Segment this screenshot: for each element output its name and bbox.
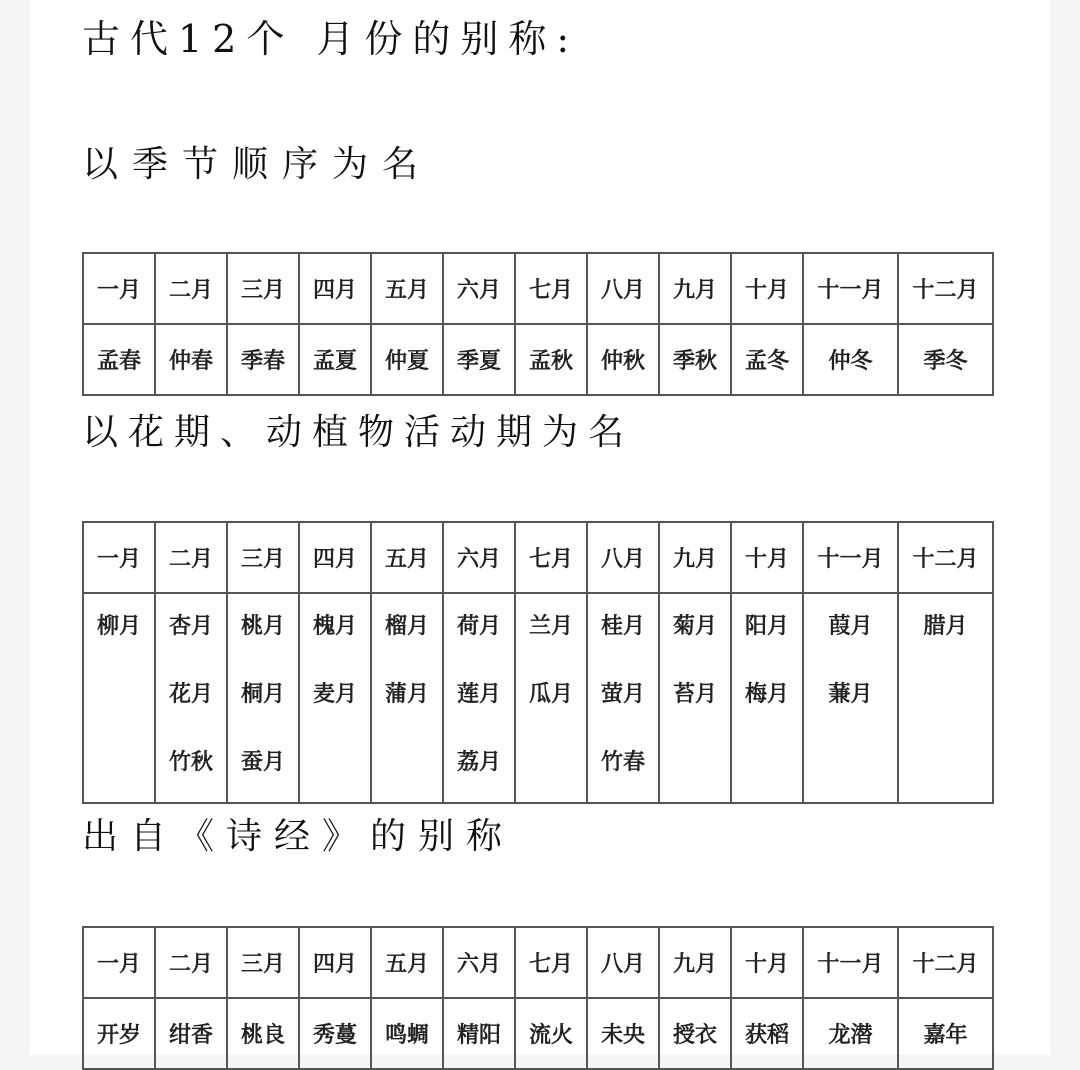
alias-name: 荔月 — [456, 750, 501, 775]
month-cell: 十二月 — [898, 522, 993, 593]
month-cell: 五月 — [371, 927, 443, 998]
alias-cell — [803, 593, 898, 803]
month-cell: 一月 — [83, 253, 155, 324]
alias-cell: 获稻 — [731, 998, 803, 1069]
alias-name: 葭月 — [828, 614, 873, 639]
flora-fauna-names-table — [82, 521, 994, 804]
alias-name: 桂月 — [600, 614, 645, 639]
month-header-row — [83, 522, 993, 593]
alias-cell: 授衣 — [659, 998, 731, 1069]
month-cell: 十月 — [731, 253, 803, 324]
alias-cell — [299, 593, 371, 803]
month-cell: 四月 — [299, 927, 371, 998]
alias-cell — [83, 593, 155, 803]
month-cell: 九月 — [659, 927, 731, 998]
alias-cell: 精阳 — [443, 998, 515, 1069]
alias-name: 槐月 — [312, 614, 357, 639]
alias-name: 蒹月 — [828, 682, 873, 707]
month-cell: 十二月 — [898, 253, 993, 324]
month-cell: 一月 — [83, 927, 155, 998]
alias-cell — [515, 593, 587, 803]
alias-cell: 孟春 — [83, 324, 155, 395]
alias-cell — [659, 593, 731, 803]
alias-cell: 仲冬 — [803, 324, 898, 395]
alias-name: 瓜月 — [528, 682, 573, 707]
alias-cell: 秀蔓 — [299, 998, 371, 1069]
month-cell: 三月 — [227, 522, 299, 593]
alias-name: 蒲月 — [384, 682, 429, 707]
month-cell: 十一月 — [803, 522, 898, 593]
month-cell: 三月 — [227, 927, 299, 998]
month-cell: 八月 — [587, 927, 659, 998]
alias-cell: 流火 — [515, 998, 587, 1069]
month-cell: 十月 — [731, 522, 803, 593]
alias-name: 桃月 — [240, 614, 285, 639]
alias-name: 苔月 — [672, 682, 717, 707]
alias-cell — [443, 593, 515, 803]
month-cell: 二月 — [155, 927, 227, 998]
month-cell: 二月 — [155, 522, 227, 593]
alias-name: 荷月 — [456, 614, 501, 639]
alias-cell: 绀香 — [155, 998, 227, 1069]
alias-cell: 季夏 — [443, 324, 515, 395]
month-cell: 五月 — [371, 253, 443, 324]
alias-cell: 孟秋 — [515, 324, 587, 395]
alias-cell — [371, 593, 443, 803]
alias-cell: 季春 — [227, 324, 299, 395]
month-cell: 九月 — [659, 253, 731, 324]
month-cell: 四月 — [299, 522, 371, 593]
month-cell: 六月 — [443, 253, 515, 324]
alias-name: 柳月 — [96, 614, 141, 639]
alias-row — [83, 998, 993, 1069]
month-cell: 六月 — [443, 927, 515, 998]
alias-name: 菊月 — [672, 614, 717, 639]
month-cell: 八月 — [587, 522, 659, 593]
alias-name: 蚕月 — [240, 750, 285, 775]
alias-cell — [155, 593, 227, 803]
alias-name: 杏月 — [168, 614, 213, 639]
shijing-names-table — [82, 926, 994, 1070]
month-cell: 七月 — [515, 522, 587, 593]
alias-name: 阳月 — [744, 614, 789, 639]
alias-name: 梅月 — [744, 682, 789, 707]
alias-cell: 开岁 — [83, 998, 155, 1069]
month-cell: 五月 — [371, 522, 443, 593]
alias-cell — [731, 593, 803, 803]
seasonal-names-table — [82, 252, 994, 396]
month-cell: 一月 — [83, 522, 155, 593]
section-heading-shijing: 出自《诗经》的别称 — [82, 816, 515, 857]
alias-cell: 仲春 — [155, 324, 227, 395]
month-cell: 六月 — [443, 522, 515, 593]
alias-cell — [898, 593, 993, 803]
alias-cell — [587, 593, 659, 803]
alias-name: 兰月 — [528, 614, 573, 639]
alias-cell: 仲秋 — [587, 324, 659, 395]
month-cell: 三月 — [227, 253, 299, 324]
alias-name: 竹秋 — [168, 750, 213, 775]
alias-name: 麦月 — [312, 682, 357, 707]
month-cell: 九月 — [659, 522, 731, 593]
month-header-row — [83, 253, 993, 324]
alias-row — [83, 324, 993, 395]
alias-name: 桐月 — [240, 682, 285, 707]
alias-cell: 孟冬 — [731, 324, 803, 395]
month-header-row — [83, 927, 993, 998]
alias-cell: 桃良 — [227, 998, 299, 1069]
month-cell: 二月 — [155, 253, 227, 324]
month-cell: 四月 — [299, 253, 371, 324]
month-cell: 十一月 — [803, 253, 898, 324]
month-cell: 十二月 — [898, 927, 993, 998]
alias-cell — [227, 593, 299, 803]
alias-name: 竹春 — [600, 750, 645, 775]
alias-cell: 孟夏 — [299, 324, 371, 395]
month-cell: 十月 — [731, 927, 803, 998]
alias-cell: 季冬 — [898, 324, 993, 395]
alias-cell: 嘉年 — [898, 998, 993, 1069]
alias-cell: 仲夏 — [371, 324, 443, 395]
alias-cell: 鸣蜩 — [371, 998, 443, 1069]
month-cell: 七月 — [515, 927, 587, 998]
alias-cell: 未央 — [587, 998, 659, 1069]
alias-cell: 龙潜 — [803, 998, 898, 1069]
section-heading-flora-fauna: 以花期、动植物活动期为名 — [82, 412, 635, 453]
alias-name: 榴月 — [384, 614, 429, 639]
page-title: 古代12个 月份的别称: — [82, 17, 580, 61]
alias-name: 萤月 — [600, 682, 645, 707]
alias-name: 花月 — [168, 682, 213, 707]
month-cell: 七月 — [515, 253, 587, 324]
alias-name: 莲月 — [456, 682, 501, 707]
month-cell: 十一月 — [803, 927, 898, 998]
alias-name: 腊月 — [923, 614, 968, 639]
section-heading-seasonal: 以季节顺序为名 — [82, 144, 433, 185]
alias-row — [83, 593, 993, 803]
month-cell: 八月 — [587, 253, 659, 324]
alias-cell: 季秋 — [659, 324, 731, 395]
